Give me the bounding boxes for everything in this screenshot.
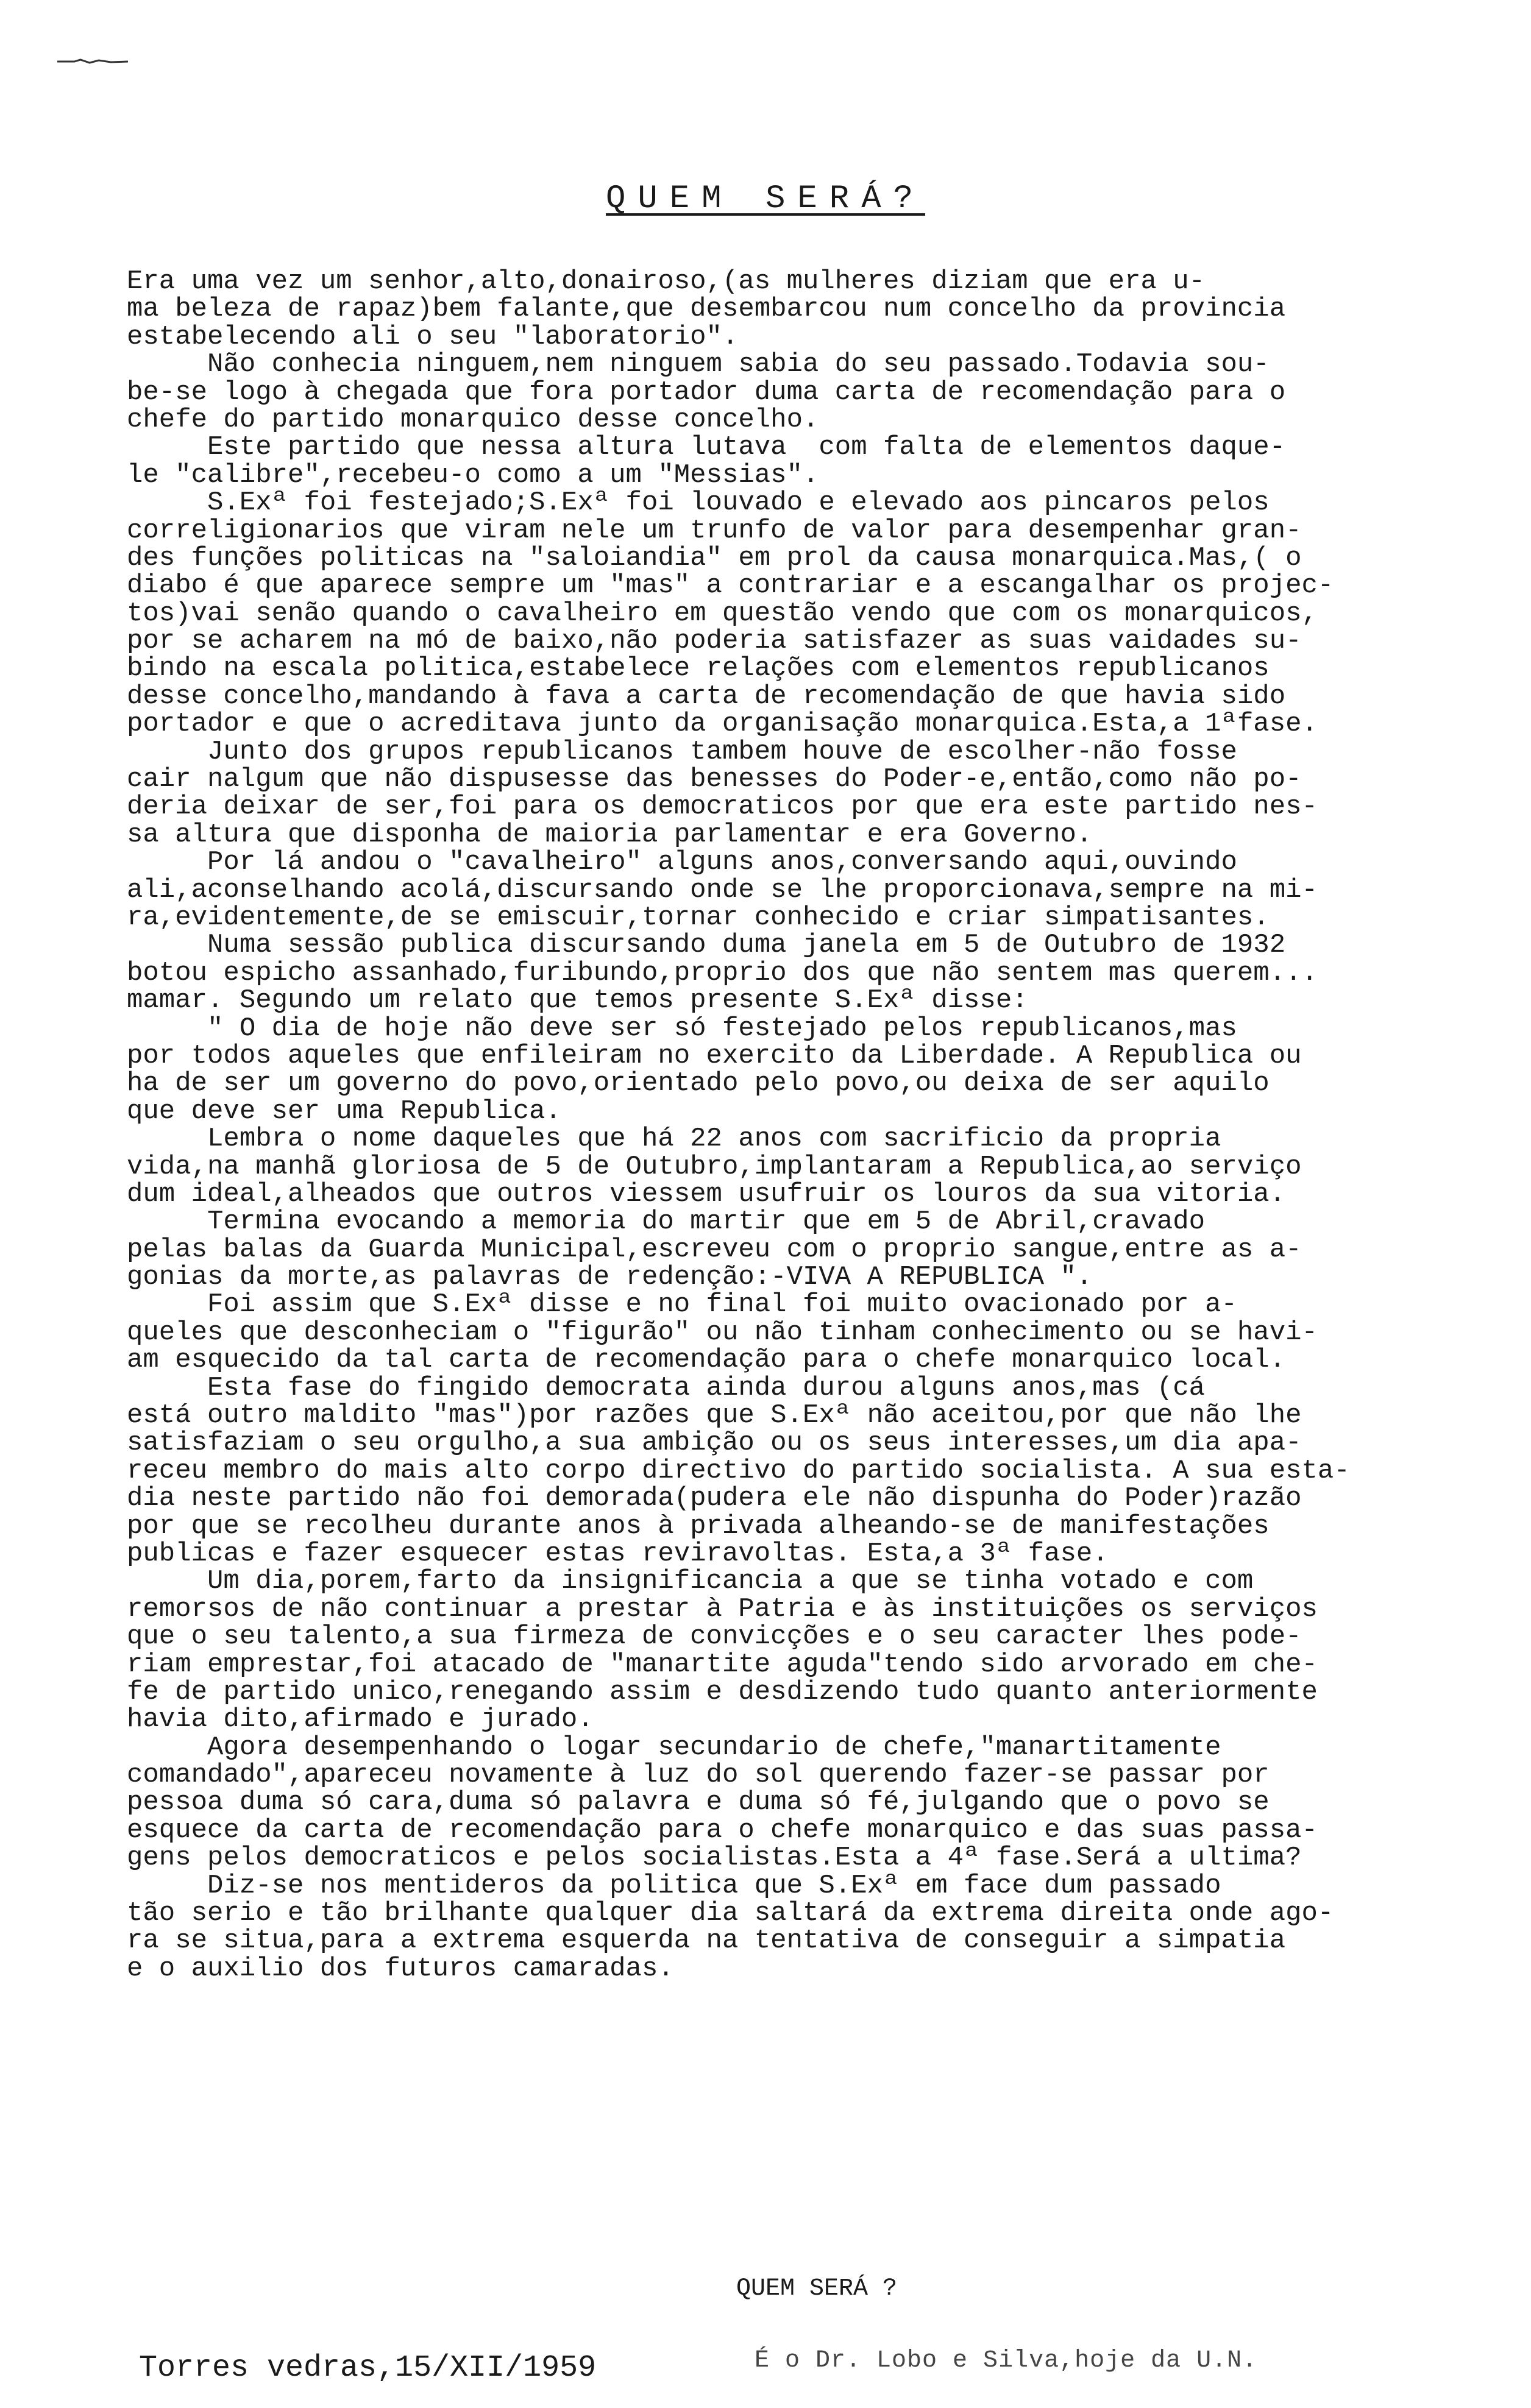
body-line: portador e que o acreditava junto da organisação monarquica.Esta,a 1ªfase. [127,710,1318,738]
body-line: ha de ser um governo do povo,orientado pelo povo,ou deixa de ser aquilo [127,1070,1270,1098]
body-line: dia neste partido não foi demorada(pudera ele não dispunha do Poder)razão [127,1485,1302,1513]
body-line: Numa sessão publica discursando duma janela em 5 de Outubro de 1932 [127,932,1286,960]
handwritten-note: É o Dr. Lobo e Silva,hoje da U.N. [755,2347,1258,2374]
body-line: Termina evocando a memoria do martir que em 5 de Abril,cravado [127,1208,1206,1236]
scan-mark [56,58,129,65]
body-line: esquece da carta de recomendação para o chefe monarquico e das suas passa- [127,1816,1318,1845]
body-line: cair nalgum que não dispusesse das benesses do Poder-e,então,como não po- [127,766,1302,794]
body-line: que o seu talento,a sua firmeza de convicções e o seu caracter lhes pode- [127,1623,1302,1651]
body-line: be-se logo à chegada que fora portador duma carta de recomendação para o [127,378,1286,406]
body-line: Não conhecia ninguem,nem ninguem sabia do seu passado.Todavia sou- [127,351,1270,379]
body-line: am esquecido da tal carta de recomendação para o chefe monarquico local. [127,1347,1286,1375]
body-line: mamar. Segundo um relato que temos presente S.Exª disse: [127,987,1028,1015]
body-line: ra,evidentemente,de se emiscuir,tornar conhecido e criar simpatisantes. [127,904,1270,932]
body-line: fe de partido unico,renegando assim e desdizendo tudo quanto anteriormente [127,1678,1318,1707]
body-line: Por lá andou o "cavalheiro" alguns anos,conversando aqui,ouvindo [127,849,1237,877]
body-line: pelas balas da Guarda Municipal,escreveu com o proprio sangue,entre as a- [127,1236,1302,1264]
body-line: " O dia de hoje não deve ser só festejado pelos republicanos,mas [127,1015,1237,1043]
body-line: gonias da morte,as palavras de redenção:-VIVA A REPUBLICA ". [127,1264,1093,1292]
body-line: e o auxilio dos futuros camaradas. [127,1955,674,1983]
body-line: tão serio e tão brilhante qualquer dia saltará da extrema direita onde ago- [127,1900,1334,1928]
body-line: por todos aqueles que enfileiram no exercito da Liberdade. A Republica ou [127,1042,1302,1071]
body-line: Um dia,porem,farto da insignificancia a que se tinha votado e com [127,1568,1254,1596]
body-line: riam emprestar,foi atacado de "manartite aguda"tendo sido arvorado em che- [127,1651,1318,1679]
body-line: pessoa duma só cara,duma só palavra e duma só fé,julgando que o povo se [127,1789,1270,1817]
body-line: des funções politicas na "saloiandia" em prol da causa monarquica.Mas,( o [127,544,1302,573]
body-line: tos)vai senão quando o cavalheiro em questão vendo que com os monarquicos, [127,600,1318,628]
body-line: queles que desconheciam o "figurão" ou não tinham conhecimento ou se havi- [127,1319,1318,1347]
body-line: botou espicho assanhado,furibundo,proprio dos que não sentem mas querem... [127,959,1318,988]
body-line: estabelecendo ali o seu "laboratorio". [127,323,739,352]
body-line: dum ideal,alheados que outros viessem usufruir os louros da sua vitoria. [127,1180,1286,1209]
body-line: Junto dos grupos republicanos tambem houve de escolher-não fosse [127,738,1237,767]
body-line: Foi assim que S.Exª disse e no final foi muito ovacionado por a- [127,1291,1237,1319]
body-line: havia dito,afirmado e jurado. [127,1706,594,1734]
body-line: por que se recolheu durante anos à privada alheando-se de manifestações [127,1512,1270,1540]
document-title: QUEM SERÁ? [605,180,926,218]
body-line: vida,na manhã gloriosa de 5 de Outubro,implantaram a Republica,ao serviço [127,1153,1302,1181]
body-line: correligionarios que viram nele um trunfo de valor para desempenhar gran- [127,517,1302,545]
body-line: deria deixar de ser,foi para os democraticos por que era este partido nes- [127,793,1318,821]
body-line: Diz-se nos mentideros da politica que S.Exª em face dum passado [127,1872,1221,1900]
body-line: Este partido que nessa altura lutava com falta de elementos daque- [127,434,1286,462]
place-and-date: Torres vedras,15/XII/1959 [139,2351,597,2385]
document-body [127,268,1492,1983]
body-line: Era uma vez um senhor,alto,donairoso,(as mulheres diziam que era u- [127,268,1206,296]
body-line: que deve ser uma Republica. [127,1097,561,1126]
body-line: comandado",apareceu novamente à luz do sol querendo fazer-se passar por [127,1762,1270,1790]
body-line: Esta fase do fingido democrata ainda durou alguns anos,mas (cá [127,1374,1206,1403]
body-line: sa altura que disponha de maioria parlamentar e era Governo. [127,821,1093,849]
body-line: Agora desempenhando o logar secundario de chefe,"manartitamente [127,1733,1221,1762]
body-line: está outro maldito "mas")por razões que S.Exª não aceitou,por que não lhe [127,1402,1302,1430]
body-line: remorsos de não continuar a prestar à Patria e às instituições os serviços [127,1595,1318,1624]
body-line: ali,aconselhando acolá,discursando onde se lhe proporcionava,sempre na mi- [127,876,1318,904]
body-line: publicas e fazer esquecer estas reviravoltas. Esta,a 3ª fase. [127,1540,1109,1568]
body-line: por se acharem na mó de baixo,não poderia satisfazer as suas vaidades su- [127,628,1302,656]
body-line: S.Exª foi festejado;S.Exª foi louvado e elevado aos pincaros pelos [127,489,1270,517]
body-line: bindo na escala politica,estabelece relações com elementos republicanos [127,655,1270,683]
body-line: gens pelos democraticos e pelos socialistas.Esta a 4ª fase.Será a ultima? [127,1844,1302,1872]
body-line: desse concelho,mandando à fava a carta de recomendação de que havia sido [127,682,1286,711]
body-line: satisfaziam o seu orgulho,a sua ambição ou os seus interesses,um dia apa- [127,1429,1302,1457]
body-line: chefe do partido monarquico desse concelho. [127,406,819,434]
body-line: ra se situa,para a extrema esquerda na tentativa de conseguir a simpatia [127,1927,1286,1955]
body-line: ma beleza de rapaz)bem falante,que desembarcou num concelho da provincia [127,296,1286,324]
body-line: receu membro do mais alto corpo directivo do partido socialista. A sua esta- [127,1457,1350,1486]
body-line: diabo é que aparece sempre um "mas" a contrariar e a escangalhar os projec- [127,572,1334,600]
body-line: Lembra o nome daqueles que há 22 anos com sacrificio da propria [127,1125,1221,1153]
closing-question: QUEM SERÁ ? [736,2275,898,2303]
body-line: le "calibre",recebeu-o como a um "Messias". [127,461,819,490]
